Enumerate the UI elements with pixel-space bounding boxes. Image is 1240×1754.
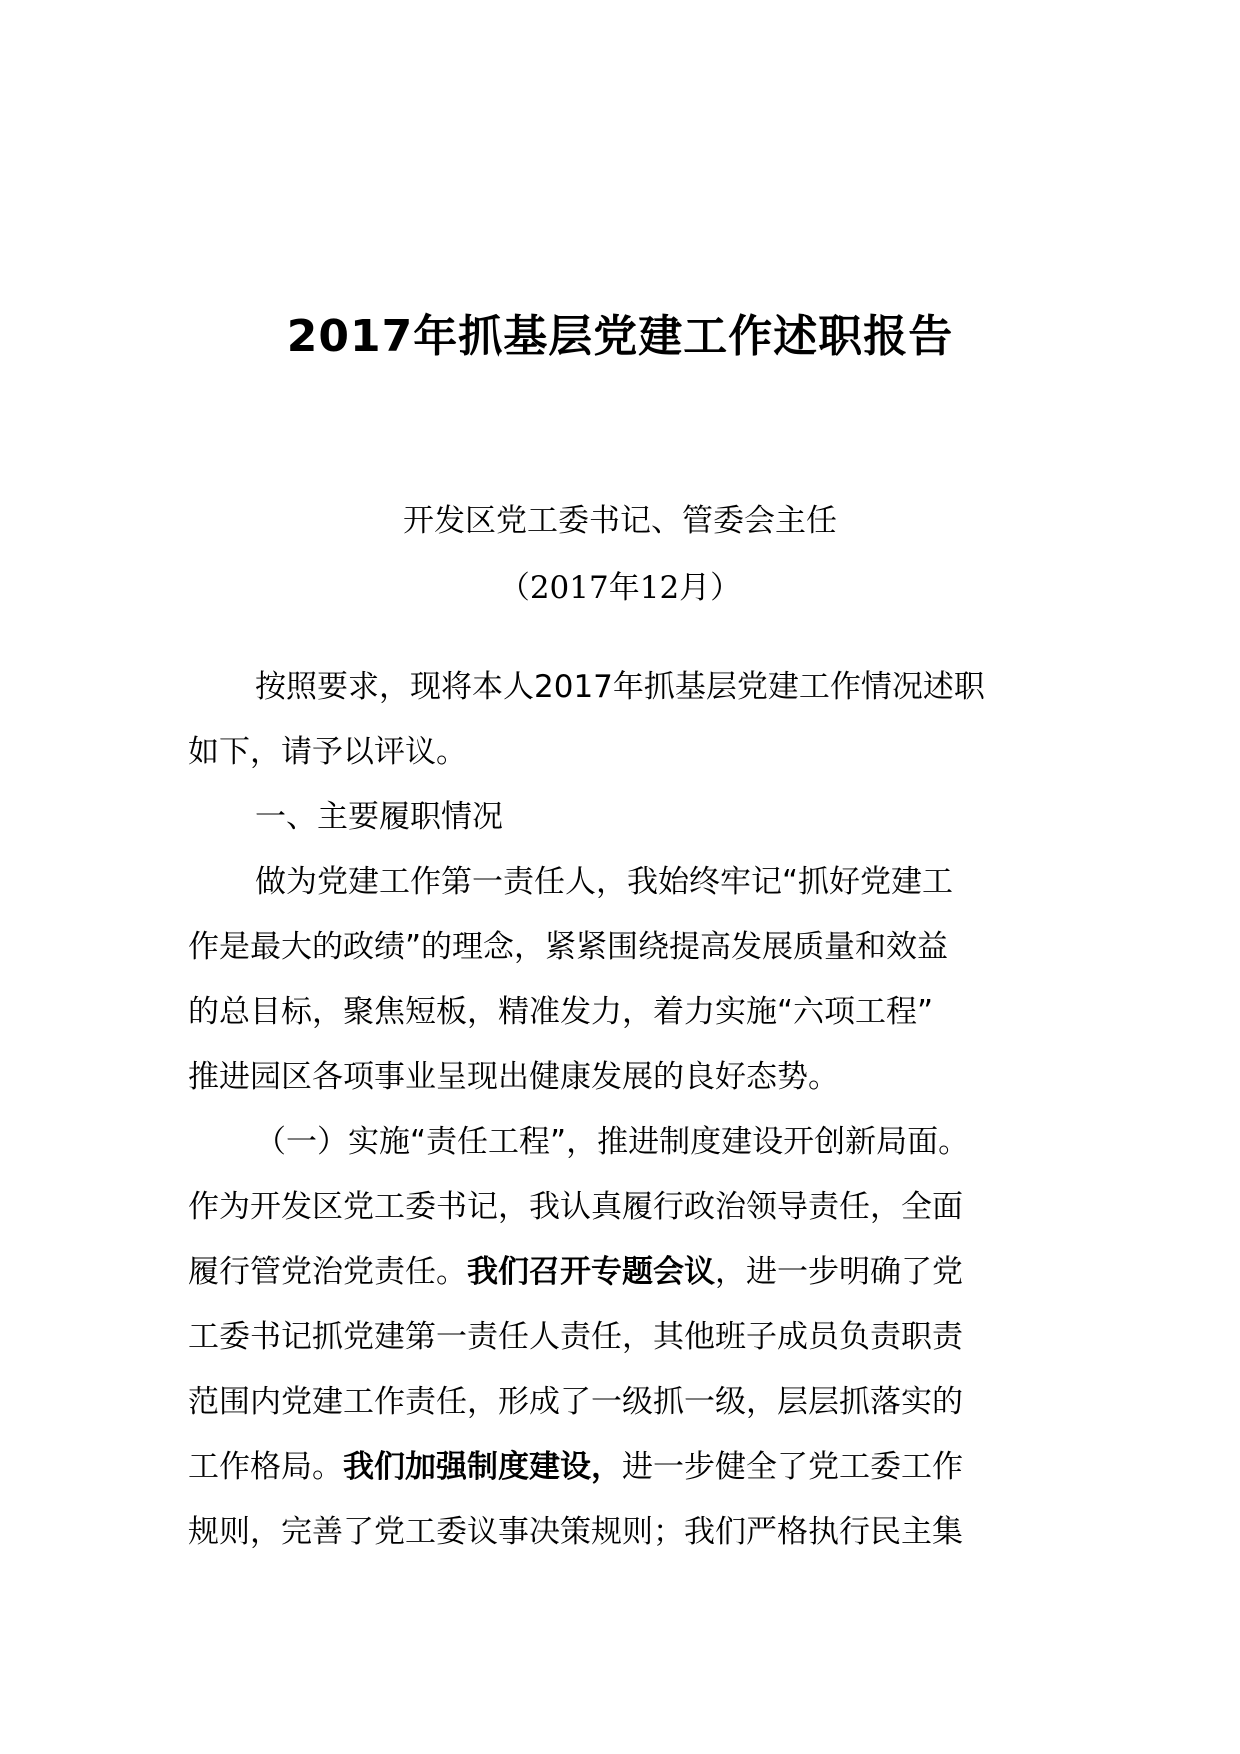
text-segment: 工委书记抓党建第一责任人责任，其他班子成员负责职责 bbox=[188, 1319, 963, 1355]
text-segment: （一）实施“责任工程”，推进制度建设开创新局面。 bbox=[255, 1124, 970, 1160]
body-line bbox=[188, 720, 1068, 785]
body-line bbox=[188, 1110, 1068, 1175]
text-segment: 的总目标，聚焦短板，精准发力，着力实施“六项工程” bbox=[188, 994, 934, 1030]
text-segment: 推进园区各项事业呈现出健康发展的良好态势。 bbox=[188, 1059, 839, 1095]
text-segment: 规则，完善了党工委议事决策规则；我们严格执行民主集 bbox=[188, 1514, 963, 1550]
text-segment: 作是最大的政绩”的理念，紧紧围绕提高发展质量和效益 bbox=[188, 929, 949, 965]
body-line bbox=[188, 850, 1068, 915]
text-segment: 做为党建工作第一责任人，我始终牢记“抓好党建工 bbox=[255, 864, 954, 900]
text-segment: 如下，请予以评议。 bbox=[188, 734, 467, 770]
body-line bbox=[188, 980, 1068, 1045]
text-segment: 进一步健全了党工委工作 bbox=[622, 1449, 963, 1485]
text-segment: 一、主要履职情况 bbox=[255, 799, 503, 835]
date-line: （2017年12月） bbox=[498, 570, 742, 606]
text-segment: 范围内党建工作责任，形成了一级抓一级，层层抓落实的 bbox=[188, 1384, 963, 1420]
text-segment: 工作格局。 bbox=[188, 1449, 343, 1485]
bold-text-segment: 我们召开专题会议 bbox=[467, 1254, 715, 1290]
body-line bbox=[188, 915, 1068, 980]
text-segment: 作为开发区党工委书记，我认真履行政治领导责任，全面 bbox=[188, 1189, 963, 1225]
body-line bbox=[188, 1370, 1068, 1435]
body-line bbox=[188, 1305, 1068, 1370]
text-segment: 按照要求，现将本人2017年抓基层党建工作情况述职 bbox=[255, 669, 985, 705]
body-text bbox=[188, 655, 1068, 1565]
text-segment: ，进一步明确了党 bbox=[715, 1254, 963, 1290]
author-line: 开发区党工委书记、管委会主任 bbox=[403, 503, 837, 539]
document-title: 2017年抓基层党建工作述职报告 bbox=[286, 311, 954, 362]
body-line bbox=[188, 1175, 1068, 1240]
body-line bbox=[188, 1240, 1068, 1305]
body-line bbox=[188, 1045, 1068, 1110]
body-line bbox=[188, 785, 1068, 850]
body-line bbox=[188, 655, 1068, 720]
body-line bbox=[188, 1435, 1068, 1500]
bold-text-segment: 我们加强制度建设， bbox=[343, 1449, 622, 1485]
text-segment: 履行管党治党责任。 bbox=[188, 1254, 467, 1290]
body-line bbox=[188, 1500, 1068, 1565]
